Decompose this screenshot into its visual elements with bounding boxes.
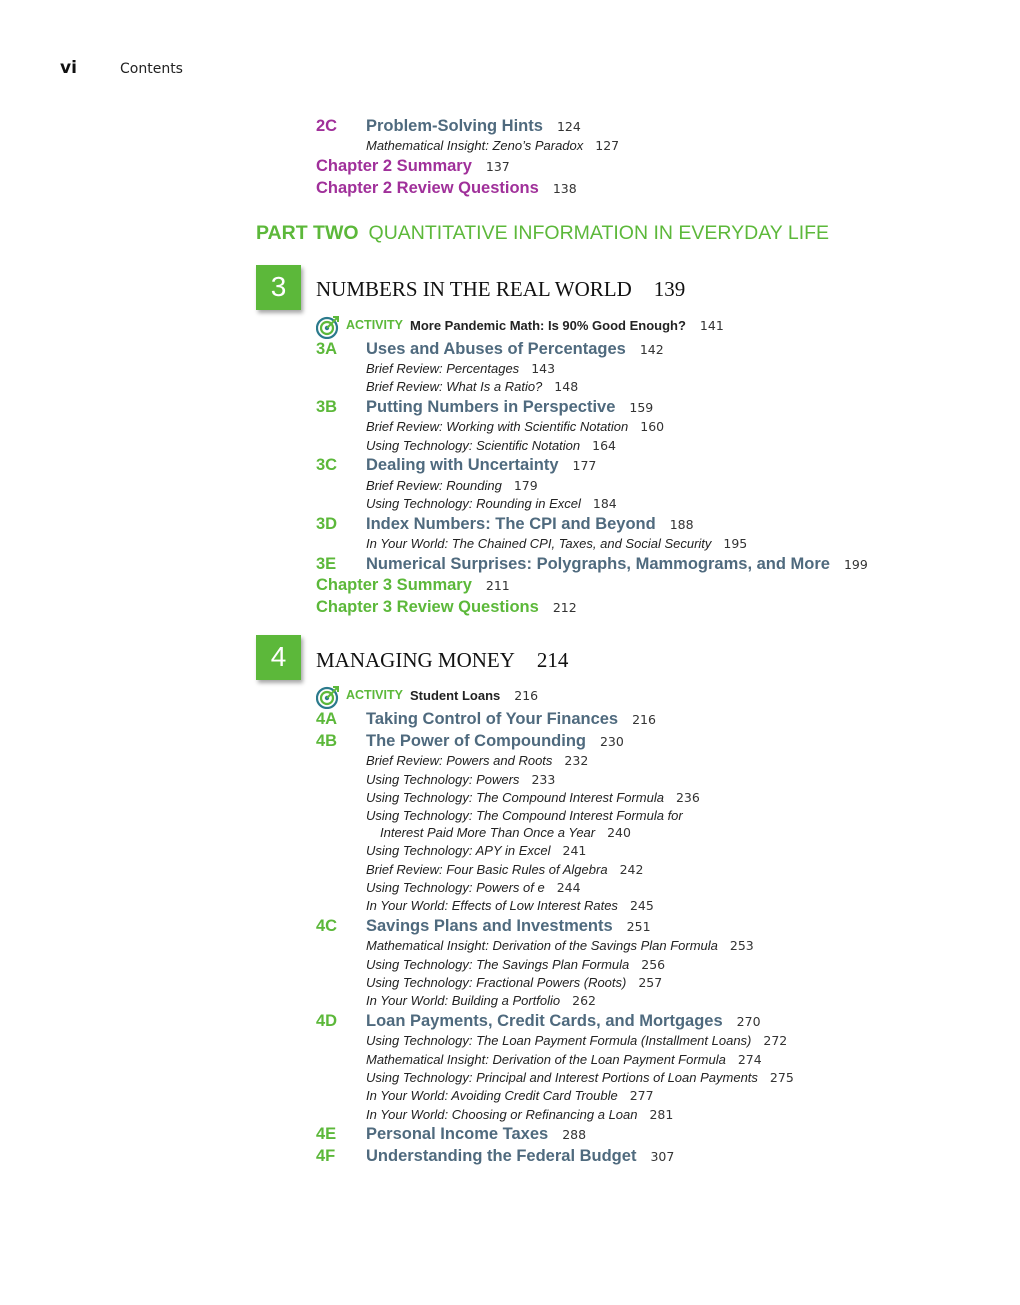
page-ref: 230 xyxy=(599,734,624,749)
page-ref: 141 xyxy=(699,318,724,333)
section-code: 3E xyxy=(316,555,337,573)
section-code: 4F xyxy=(316,1147,336,1165)
page-ref: 236 xyxy=(675,790,700,805)
toc-subentry[interactable]: Using Technology: The Compound Interest Formula for xyxy=(366,808,683,823)
section-code: 4D xyxy=(316,1012,338,1030)
page-ref: 138 xyxy=(552,181,577,196)
activity-label: ACTIVITY xyxy=(346,688,403,702)
toc-subentry[interactable]: Mathematical Insight: Derivation of the Savings Plan Formula 253 xyxy=(366,938,754,953)
section-code: 3D xyxy=(316,515,338,533)
activity-title: Student Loans 216 xyxy=(410,688,539,703)
page-ref: 143 xyxy=(531,361,556,376)
page-ref: 179 xyxy=(513,478,538,493)
page-ref: 233 xyxy=(531,772,556,787)
toc-subentry[interactable]: Using Technology: Fractional Powers (Roots) 257 xyxy=(366,975,663,990)
toc-subentry[interactable]: In Your World: The Chained CPI, Taxes, and Social Security 195 xyxy=(366,536,748,551)
activity-label: ACTIVITY xyxy=(346,318,403,332)
section-title: Index Numbers: The CPI and Beyond 188 xyxy=(366,515,694,533)
toc-subentry[interactable]: Using Technology: APY in Excel 241 xyxy=(366,843,587,858)
toc-subentry[interactable]: Using Technology: The Loan Payment Formula (Installment Loans) 272 xyxy=(366,1033,788,1048)
toc-subentry-continuation[interactable]: Interest Paid More Than Once a Year 240 xyxy=(380,825,631,840)
page-ref: 240 xyxy=(607,825,631,840)
page-ref: 139 xyxy=(653,277,686,301)
chapter-title[interactable]: MANAGING MONEY 214 xyxy=(316,648,569,672)
page-ref: 199 xyxy=(843,557,868,572)
chapter-number-badge: 4 xyxy=(256,635,301,680)
page-ref: 262 xyxy=(572,993,597,1008)
page-ref: 211 xyxy=(485,578,510,593)
section-code: 4C xyxy=(316,917,338,935)
section-title: Putting Numbers in Perspective 159 xyxy=(366,398,654,416)
page-ref: 253 xyxy=(729,938,754,953)
page-ref: 216 xyxy=(514,688,539,703)
section-code: 3B xyxy=(316,398,338,416)
toc-subentry[interactable]: Using Technology: The Savings Plan Formula 256 xyxy=(366,957,666,972)
section-title: Numerical Surprises: Polygraphs, Mammograms, and More 199 xyxy=(366,555,868,573)
chapter-3-review-link[interactable]: Chapter 3 Review Questions 212 xyxy=(316,598,577,616)
page-ref: 127 xyxy=(595,138,620,153)
page-ref: 148 xyxy=(554,379,579,394)
page-ref: 270 xyxy=(736,1014,761,1029)
toc-subentry[interactable]: In Your World: Effects of Low Interest Rates 245 xyxy=(366,898,654,913)
page-ref: 160 xyxy=(640,419,665,434)
section-title: Problem-Solving Hints 124 xyxy=(366,117,581,135)
page-ref: 184 xyxy=(592,496,617,511)
section-code: 3C xyxy=(316,456,338,474)
running-head-title: Contents xyxy=(120,61,183,77)
page-ref: 164 xyxy=(592,438,616,453)
section-code: 4B xyxy=(316,732,338,750)
page-ref: 137 xyxy=(485,159,510,174)
page-ref: 272 xyxy=(763,1033,788,1048)
chapter-title[interactable]: NUMBERS IN THE REAL WORLD 139 xyxy=(316,277,686,301)
toc-subentry[interactable]: Mathematical Insight: Zeno’s Paradox 127 xyxy=(366,138,620,153)
toc-subentry[interactable]: Using Technology: Powers of e 244 xyxy=(366,880,581,895)
toc-subentry[interactable]: Using Technology: Rounding in Excel 184 xyxy=(366,496,617,511)
chapter-2-review-link[interactable]: Chapter 2 Review Questions 138 xyxy=(316,179,577,197)
toc-subentry[interactable]: Brief Review: Working with Scientific Notation 160 xyxy=(366,419,665,434)
toc-subentry[interactable]: In Your World: Choosing or Refinancing a Loan 281 xyxy=(366,1107,674,1122)
section-title: Personal Income Taxes 288 xyxy=(366,1125,587,1143)
page-ref: 251 xyxy=(626,919,651,934)
chapter-2-summary-link[interactable]: Chapter 2 Summary 137 xyxy=(316,157,510,175)
activity-title: More Pandemic Math: Is 90% Good Enough? 141 xyxy=(410,318,724,333)
section-code: 4E xyxy=(316,1125,337,1143)
page-ref: 242 xyxy=(619,862,644,877)
toc-subentry[interactable]: Brief Review: Four Basic Rules of Algebra 242 xyxy=(366,862,644,877)
page-ref: 257 xyxy=(638,975,663,990)
toc-subentry[interactable]: Using Technology: Principal and Interest Portions of Loan Payments 275 xyxy=(366,1070,794,1085)
section-code: 2C xyxy=(316,117,338,135)
page-ref: 307 xyxy=(650,1149,675,1164)
toc-subentry[interactable]: Using Technology: Scientific Notation 164 xyxy=(366,438,616,453)
page-ref: 256 xyxy=(641,957,666,972)
page-ref: 188 xyxy=(669,517,694,532)
page-ref: 212 xyxy=(552,600,577,615)
section-title: Understanding the Federal Budget 307 xyxy=(366,1147,675,1165)
page-ref: 277 xyxy=(629,1088,654,1103)
page-ref: 274 xyxy=(737,1052,762,1067)
section-title: The Power of Compounding 230 xyxy=(366,732,624,750)
toc-subentry[interactable]: In Your World: Avoiding Credit Card Trouble 277 xyxy=(366,1088,654,1103)
page-ref: 281 xyxy=(649,1107,674,1122)
section-title: Dealing with Uncertainty 177 xyxy=(366,456,597,474)
toc-subentry[interactable]: Brief Review: Powers and Roots 232 xyxy=(366,753,589,768)
section-title: Loan Payments, Credit Cards, and Mortgages 270 xyxy=(366,1012,761,1030)
section-title: Uses and Abuses of Percentages 142 xyxy=(366,340,664,358)
toc-subentry[interactable]: In Your World: Building a Portfolio 262 xyxy=(366,993,597,1008)
toc-subentry[interactable]: Brief Review: Percentages 143 xyxy=(366,361,556,376)
page-ref: 159 xyxy=(629,400,654,415)
page-ref: 124 xyxy=(556,119,581,134)
page-ref: 288 xyxy=(562,1127,587,1142)
page-ref: 232 xyxy=(564,753,589,768)
section-title: Savings Plans and Investments 251 xyxy=(366,917,651,935)
page-ref: 216 xyxy=(632,712,656,727)
chapter-number-badge: 3 xyxy=(256,265,301,310)
page-ref: 241 xyxy=(562,843,587,858)
toc-subentry[interactable]: Mathematical Insight: Derivation of the Loan Payment Formula 274 xyxy=(366,1052,762,1067)
page-ref: 244 xyxy=(556,880,581,895)
section-title: Taking Control of Your Finances 216 xyxy=(366,710,656,728)
toc-subentry[interactable]: Using Technology: The Compound Interest Formula 236 xyxy=(366,790,700,805)
page-ref: 142 xyxy=(639,342,664,357)
section-code: 3A xyxy=(316,340,338,358)
toc-subentry[interactable]: Brief Review: What Is a Ratio? 148 xyxy=(366,379,579,394)
page-ref: 195 xyxy=(723,536,748,551)
section-code: 4A xyxy=(316,710,338,728)
page-ref: 245 xyxy=(629,898,654,913)
chapter-3-summary-link[interactable]: Chapter 3 Summary 211 xyxy=(316,576,510,594)
page-ref: 214 xyxy=(536,648,569,672)
page-ref: 275 xyxy=(769,1070,794,1085)
page-ref: 177 xyxy=(572,458,597,473)
part-heading: PART TWO QUANTITATIVE INFORMATION IN EVERYDAY LIFE xyxy=(256,222,830,244)
toc-subentry[interactable]: Brief Review: Rounding 179 xyxy=(366,478,538,493)
page-number: vi xyxy=(60,58,77,78)
toc-subentry[interactable]: Using Technology: Powers 233 xyxy=(366,772,556,787)
